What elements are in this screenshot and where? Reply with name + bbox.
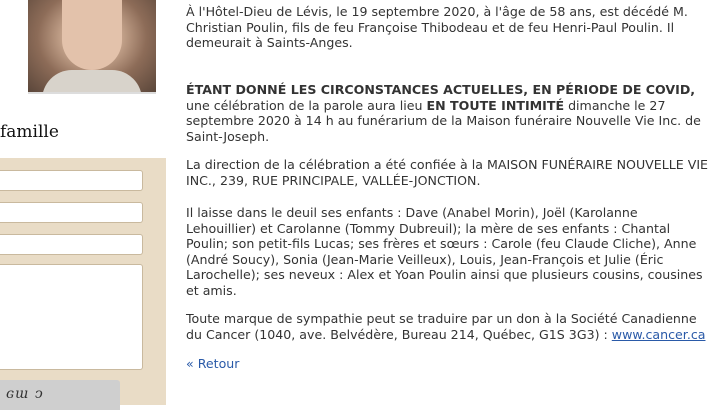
ceremony-text-2: dimanche le 27 septembre 2020 à 14 h au funérarium de la Maison funéraire Nouvelle Vie Inc. de Saint-Joseph. (186, 97, 701, 144)
city-field[interactable] (0, 234, 143, 255)
left-sidebar (0, 0, 170, 405)
photo-face (62, 0, 122, 70)
famille-label: famille (0, 122, 59, 142)
direction-paragraph: La direction de la célébration a été confiée à la MAISON FUNÉRAIRE NOUVELLE VIE INC., 239, RUE PRINCIPALE, VALLÉE-JONCTION. (186, 157, 709, 188)
ceremony-paragraph (186, 82, 710, 144)
photo-shirt (42, 70, 142, 94)
cancer-link[interactable]: www.cancer.ca (611, 326, 706, 342)
email-field[interactable] (0, 202, 143, 223)
family-paragraph: Il laisse dans le deuil ses enfants : Dave (Anabel Morin), Joël (Karolanne Lehouillier) et Carolanne (Tommy Dubreuil); la mère de ses enfants : Chantal Poulin; son petit-fils Lucas; ses frères et sœurs : Carole (feu Claude Cliche), Anne (André Soucy), Sonia (Jean-Marie Veilleux), Louis, Jean-François et Julie (Éric Larochelle); ses neveux : Alex et Yoan Poulin ainsi que plusieurs cousins, cousines et amis. (186, 205, 703, 298)
death-announcement: À l'Hôtel-Dieu de Lévis, le 19 septembre 2020, à l'âge de 58 ans, est décédé M. Christian Poulin, fils de feu Françoise Thibodeau et de feu Henri-Paul Poulin. Il demeurait à Saints-Anges. (186, 4, 688, 51)
name-field[interactable] (0, 170, 143, 191)
donation-paragraph (186, 311, 710, 342)
deceased-photo (28, 0, 156, 94)
ceremony-text-1: une célébration de la parole aura lieu (186, 97, 427, 113)
intimate-notice: EN TOUTE INTIMITÉ (426, 97, 565, 113)
message-textarea[interactable] (0, 264, 143, 370)
captcha-image: ɢɯ ↄ (0, 380, 120, 410)
back-link[interactable]: « Retour (186, 356, 240, 371)
condolence-form (0, 158, 166, 405)
covid-notice: ÉTANT DONNÉ LES CIRCONSTANCES ACTUELLES, EN PÉRIODE DE COVID, (186, 82, 696, 97)
donation-text: Toute marque de sympathie peut se traduire par un don à la Société Canadienne du Cancer (1040, ave. Belvédère, Bureau 214, Québec, G1S 3G3) : (186, 311, 697, 342)
